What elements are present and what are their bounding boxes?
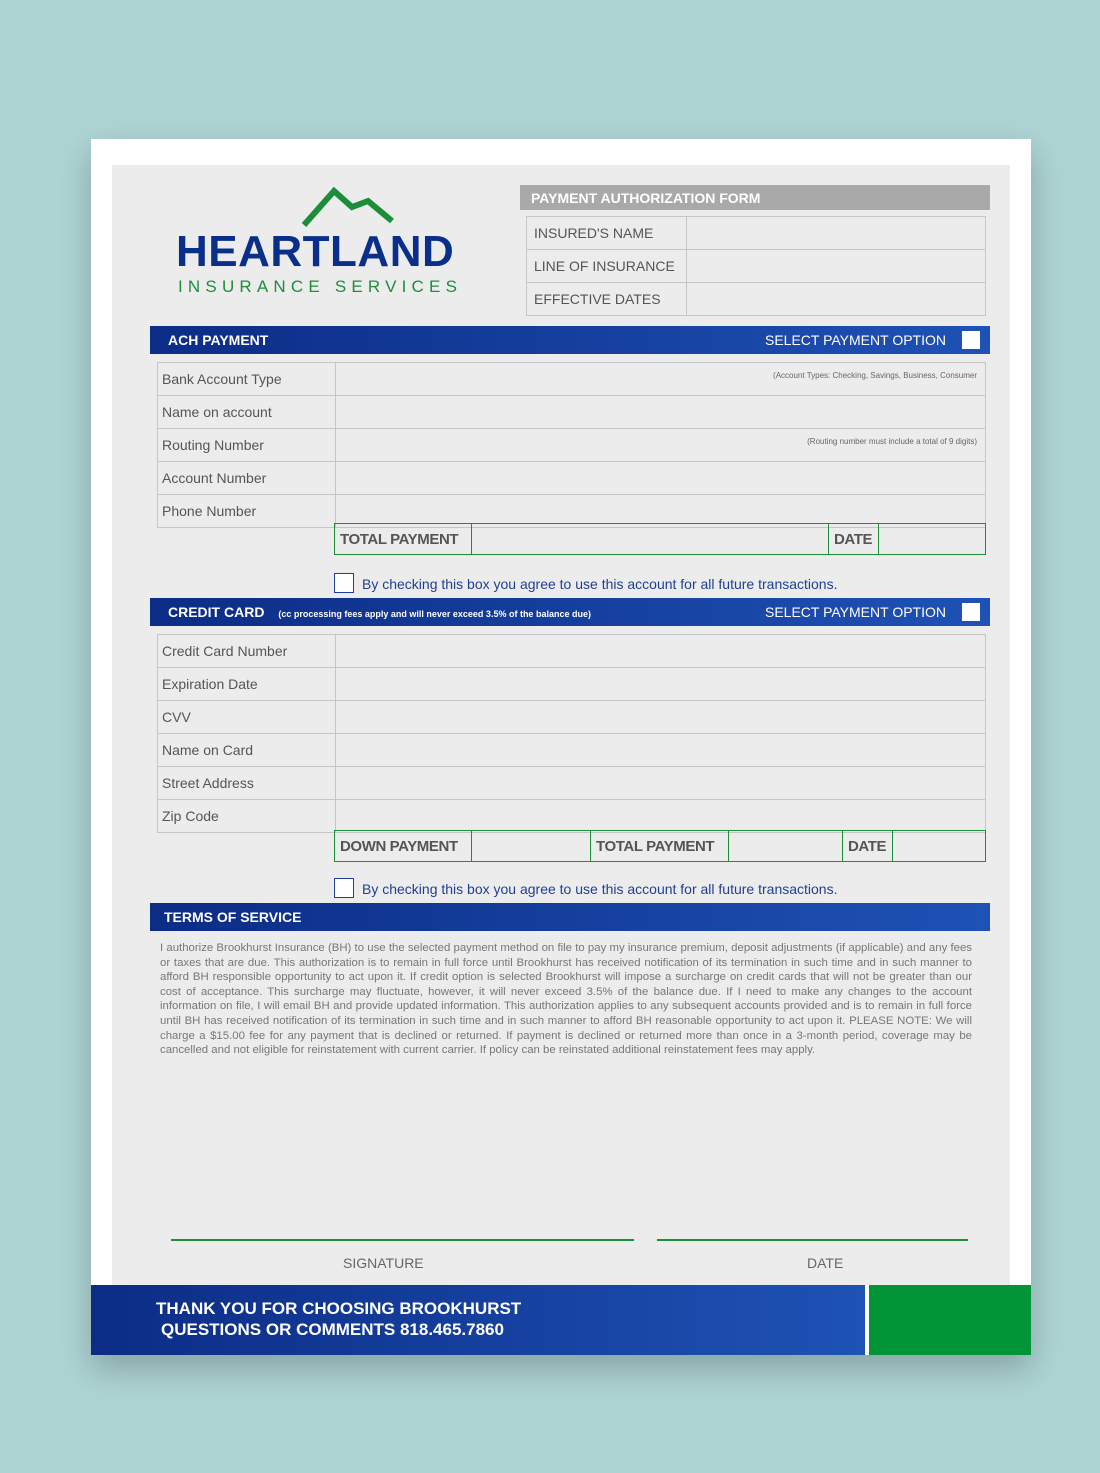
date-line[interactable]	[657, 1239, 968, 1241]
card-number-field[interactable]	[336, 635, 986, 668]
effective-dates-field[interactable]	[687, 283, 986, 316]
street-address-label: Street Address	[158, 767, 336, 800]
ach-total-row	[334, 523, 986, 555]
heartland-logo	[176, 187, 476, 297]
expiration-date-field[interactable]	[336, 668, 986, 701]
ach-select-checkbox[interactable]	[962, 331, 980, 349]
account-number-field[interactable]	[336, 462, 986, 495]
bank-account-type-label: Bank Account Type	[158, 363, 336, 396]
insured-info-table	[526, 216, 986, 316]
footer-green-block	[869, 1285, 1031, 1355]
terms-body: I authorize Brookhurst Insurance (BH) to use the selected payment method on file to pay my insurance premium, deposit adjustments (if applicable) and any fees or taxes that are due. This authorization is to remain in full force until Brookhurst has received notification of its termination in such time and in such manner to afford BH responsible opportunity to act upon it. If credit option is selected Brookhurst will impose a surcharge on credit cards that will not be greater than our cost of acceptance. This surcharge may fluctuate, however, it will never exceed 3.5% of the balance due. If I need to make any changes to the account information on file, I will email BH and provide updated information. This authorization applies to any subsequent accounts provided and is to remain in full force until BH has received notification of its termination in such time and in such manner to afford BH reasonable opportunity to act upon it. PLEASE NOTE: We will charge a $15.00 fee for any payment that is declined or returned. If payment is declined or returned more than once in a 3-month period, coverage may be cancelled and not eligible for reinstatement with current carrier. If policy can be reinstated additional reinstatement fees may apply.	[160, 942, 972, 1057]
insured-name-label: INSURED'S NAME	[527, 217, 687, 250]
name-on-account-label: Name on account	[158, 396, 336, 429]
credit-total-payment-label: TOTAL PAYMENT	[591, 831, 729, 862]
credit-date-field[interactable]	[893, 831, 986, 862]
credit-agree-text: By checking this box you agree to use this account for all future transactions.	[362, 881, 838, 897]
cvv-field[interactable]	[336, 701, 986, 734]
credit-date-label: DATE	[843, 831, 893, 862]
routing-number-field[interactable]	[336, 429, 986, 462]
insured-name-field[interactable]	[687, 217, 986, 250]
form-body	[112, 165, 1010, 1285]
terms-section-header	[150, 903, 990, 931]
name-on-card-label: Name on Card	[158, 734, 336, 767]
cvv-label: CVV	[158, 701, 336, 734]
zip-code-field[interactable]	[336, 800, 986, 833]
credit-total-payment-field[interactable]	[729, 831, 843, 862]
down-payment-field[interactable]	[472, 831, 591, 862]
expiration-date-label: Expiration Date	[158, 668, 336, 701]
name-on-account-field[interactable]	[336, 396, 986, 429]
signature-date-label: DATE	[807, 1255, 844, 1271]
line-of-insurance-label: LINE OF INSURANCE	[527, 250, 687, 283]
phone-number-label: Phone Number	[158, 495, 336, 528]
line-of-insurance-field[interactable]	[687, 250, 986, 283]
ach-select-option-label: SELECT PAYMENT OPTION	[764, 332, 946, 348]
credit-section-header	[150, 598, 990, 626]
signature-label: SIGNATURE	[343, 1255, 424, 1271]
routing-number-label: Routing Number	[158, 429, 336, 462]
logo-tagline: INSURANCE SERVICES	[178, 277, 463, 296]
ach-date-field[interactable]	[879, 524, 986, 555]
ach-section-header	[150, 326, 990, 354]
credit-agree-checkbox[interactable]	[334, 878, 354, 898]
ach-agree-text: By checking this box you agree to use this account for all future transactions.	[362, 576, 838, 592]
street-address-field[interactable]	[336, 767, 986, 800]
ach-date-label: DATE	[829, 524, 879, 555]
bank-account-type-field[interactable]	[336, 363, 986, 396]
card-number-label: Credit Card Number	[158, 635, 336, 668]
terms-title: TERMS OF SERVICE	[164, 909, 302, 925]
credit-title: CREDIT CARD	[168, 604, 265, 620]
logo-brand-text: HEARTLAND	[176, 227, 455, 276]
ach-total-payment-label: TOTAL PAYMENT	[335, 524, 472, 555]
credit-total-row	[334, 830, 986, 862]
credit-select-option-label: SELECT PAYMENT OPTION	[764, 604, 946, 620]
zip-code-label: Zip Code	[158, 800, 336, 833]
routing-number-hint: (Routing number must include a total of 9 digits)	[807, 437, 977, 446]
name-on-card-field[interactable]	[336, 734, 986, 767]
account-types-hint: (Account Types: Checking, Savings, Business, Consumer	[773, 371, 977, 380]
account-number-label: Account Number	[158, 462, 336, 495]
credit-fields-table	[157, 634, 986, 833]
footer-contact: QUESTIONS OR COMMENTS 818.465.7860	[161, 1320, 504, 1339]
form-title: PAYMENT AUTHORIZATION FORM	[520, 185, 990, 210]
footer-banner	[91, 1285, 865, 1355]
down-payment-label: DOWN PAYMENT	[335, 831, 472, 862]
signature-line[interactable]	[171, 1239, 634, 1241]
ach-total-payment-field[interactable]	[472, 524, 829, 555]
footer-thank-you: THANK YOU FOR CHOOSING BROOKHURST	[156, 1299, 522, 1318]
ach-fields-table	[157, 362, 986, 528]
ach-agree-checkbox[interactable]	[334, 573, 354, 593]
effective-dates-label: EFFECTIVE DATES	[527, 283, 687, 316]
form-sheet	[91, 139, 1031, 1355]
ach-title: ACH PAYMENT	[168, 332, 269, 348]
credit-fee-note: (cc processing fees apply and will never exceed 3.5% of the balance due)	[278, 609, 591, 619]
credit-select-checkbox[interactable]	[962, 603, 980, 621]
